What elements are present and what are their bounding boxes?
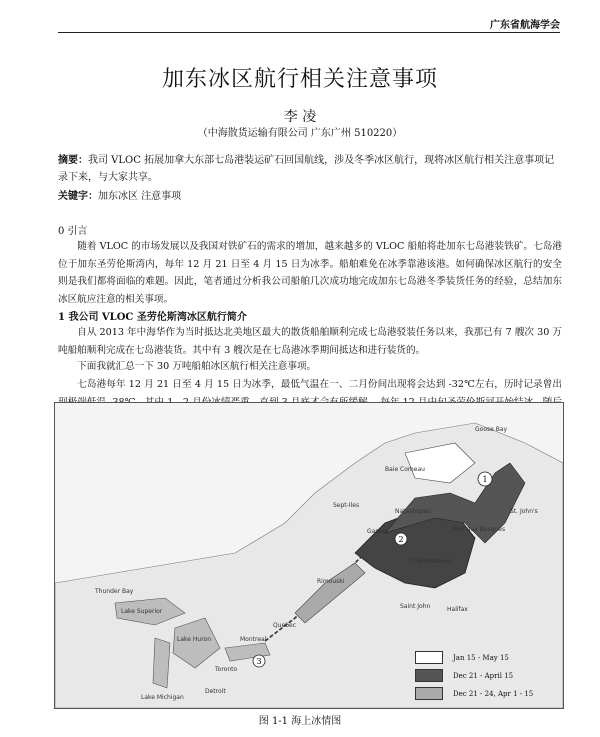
place-label: Toronto [215, 666, 238, 673]
affiliation: （中海散货运输有限公司 广东广州 510220） [197, 128, 403, 139]
legend-item [415, 651, 509, 664]
paragraph-1: 自从 2013 年中海华作为当时抵达北美地区最大的散货船舶顺利完成七岛港驳装任务以来，我那已有 7 艘次 30 万吨船舶顺利完成在七岛港装货。其中有 3 艘次是在七岛港冰季期间抵达和进行装货的。 [58, 327, 562, 356]
legend-label: Dec 21 - 24, Apr 1 - 15 [453, 689, 534, 698]
legend-item [415, 669, 513, 682]
figure-caption: 图 1-1 海上冰情图 [258, 716, 342, 727]
place-label: Port aux Basques [453, 526, 506, 533]
legend-swatch [415, 669, 443, 682]
abstract-label: 摘要： [58, 155, 88, 166]
place-label: Gaspe [367, 528, 386, 535]
article-title: 加东冰区航行相关注意事项 [161, 67, 438, 92]
legend-swatch [415, 687, 443, 700]
place-label: Lake Michigan [141, 694, 184, 701]
paragraph-3: 七岛港每年 12 月 21 日至 4 月 15 日为冰季，最低气温在一、二月份间出现将会达到 -32℃左右，历时记录曾出 [77, 379, 562, 390]
place-label: Montreal [240, 636, 267, 643]
place-label: Halifax [447, 606, 468, 613]
legend-label: Dec 21 - April 15 [453, 671, 514, 680]
section-heading-intro: 0 引言 [58, 226, 88, 237]
paragraph-intro: 随着 VLOC 的市场发展以及我国对铁矿石的需求的增加，越来越多的 VLOC 船舶将赴加东七岛港装铁矿。七岛港位于加东圣劳伦斯湾内，每年 12 月 21 日至 4 月 15 日为冰季。船舶难免在冰季靠港该港。如何确保冰区航行的安全则是我们都将面临的难题。因此，笔者通过分析我公司船舶几次成功地完成加东七岛港冬季装货任务的经验，总结加东冰区航应注意的相关事项。 [58, 241, 562, 305]
place-label: Lake Superior [121, 608, 163, 615]
place-label: Thunder Bay [95, 588, 134, 595]
marker-3: 3 [256, 657, 262, 666]
marker-1: 1 [482, 475, 488, 484]
place-label: Charlottetown [410, 558, 453, 565]
legend-label: Jan 15 - May 15 [453, 653, 509, 662]
section-heading-1: 1 我公司 VLOC 圣劳伦斯湾冰区航行简介 [58, 312, 247, 323]
header-divider [58, 32, 560, 33]
paragraph-2: 下面我就汇总一下 30 万吨船舶冰区航行相关注意事项。 [77, 361, 317, 372]
abstract [58, 152, 558, 186]
place-label: Lake Huron [177, 636, 212, 643]
journal-header: 广东省航海学会 [490, 20, 560, 31]
place-label: Rimouski [317, 578, 345, 585]
keywords [58, 187, 558, 202]
place-label: Sept-Iles [333, 502, 360, 509]
keywords-label: 关键字： [58, 191, 98, 202]
place-label: Saint John [400, 603, 431, 610]
place-label: Detroit [205, 688, 226, 695]
place-label: Goose Bay [475, 426, 508, 433]
place-label: St. John's [510, 508, 538, 515]
place-label: Baie Comeau [385, 466, 425, 473]
ice-chart-figure [54, 402, 564, 709]
marker-2: 2 [398, 535, 404, 544]
place-label: Natashquan [395, 508, 432, 515]
author: 李 凌 [283, 109, 317, 125]
legend-swatch [415, 651, 443, 664]
place-label: Quebec [273, 622, 297, 629]
legend-item [415, 687, 533, 700]
abstract-text: 我司 VLOC 拓展加拿大东部七岛港装运矿石回国航线，涉及冬季冰区航行，现将冰区航行相关注意事项记录下来，与大家共享。 [58, 155, 555, 183]
keywords-text: 加东冰区 注意事项 [98, 191, 182, 202]
